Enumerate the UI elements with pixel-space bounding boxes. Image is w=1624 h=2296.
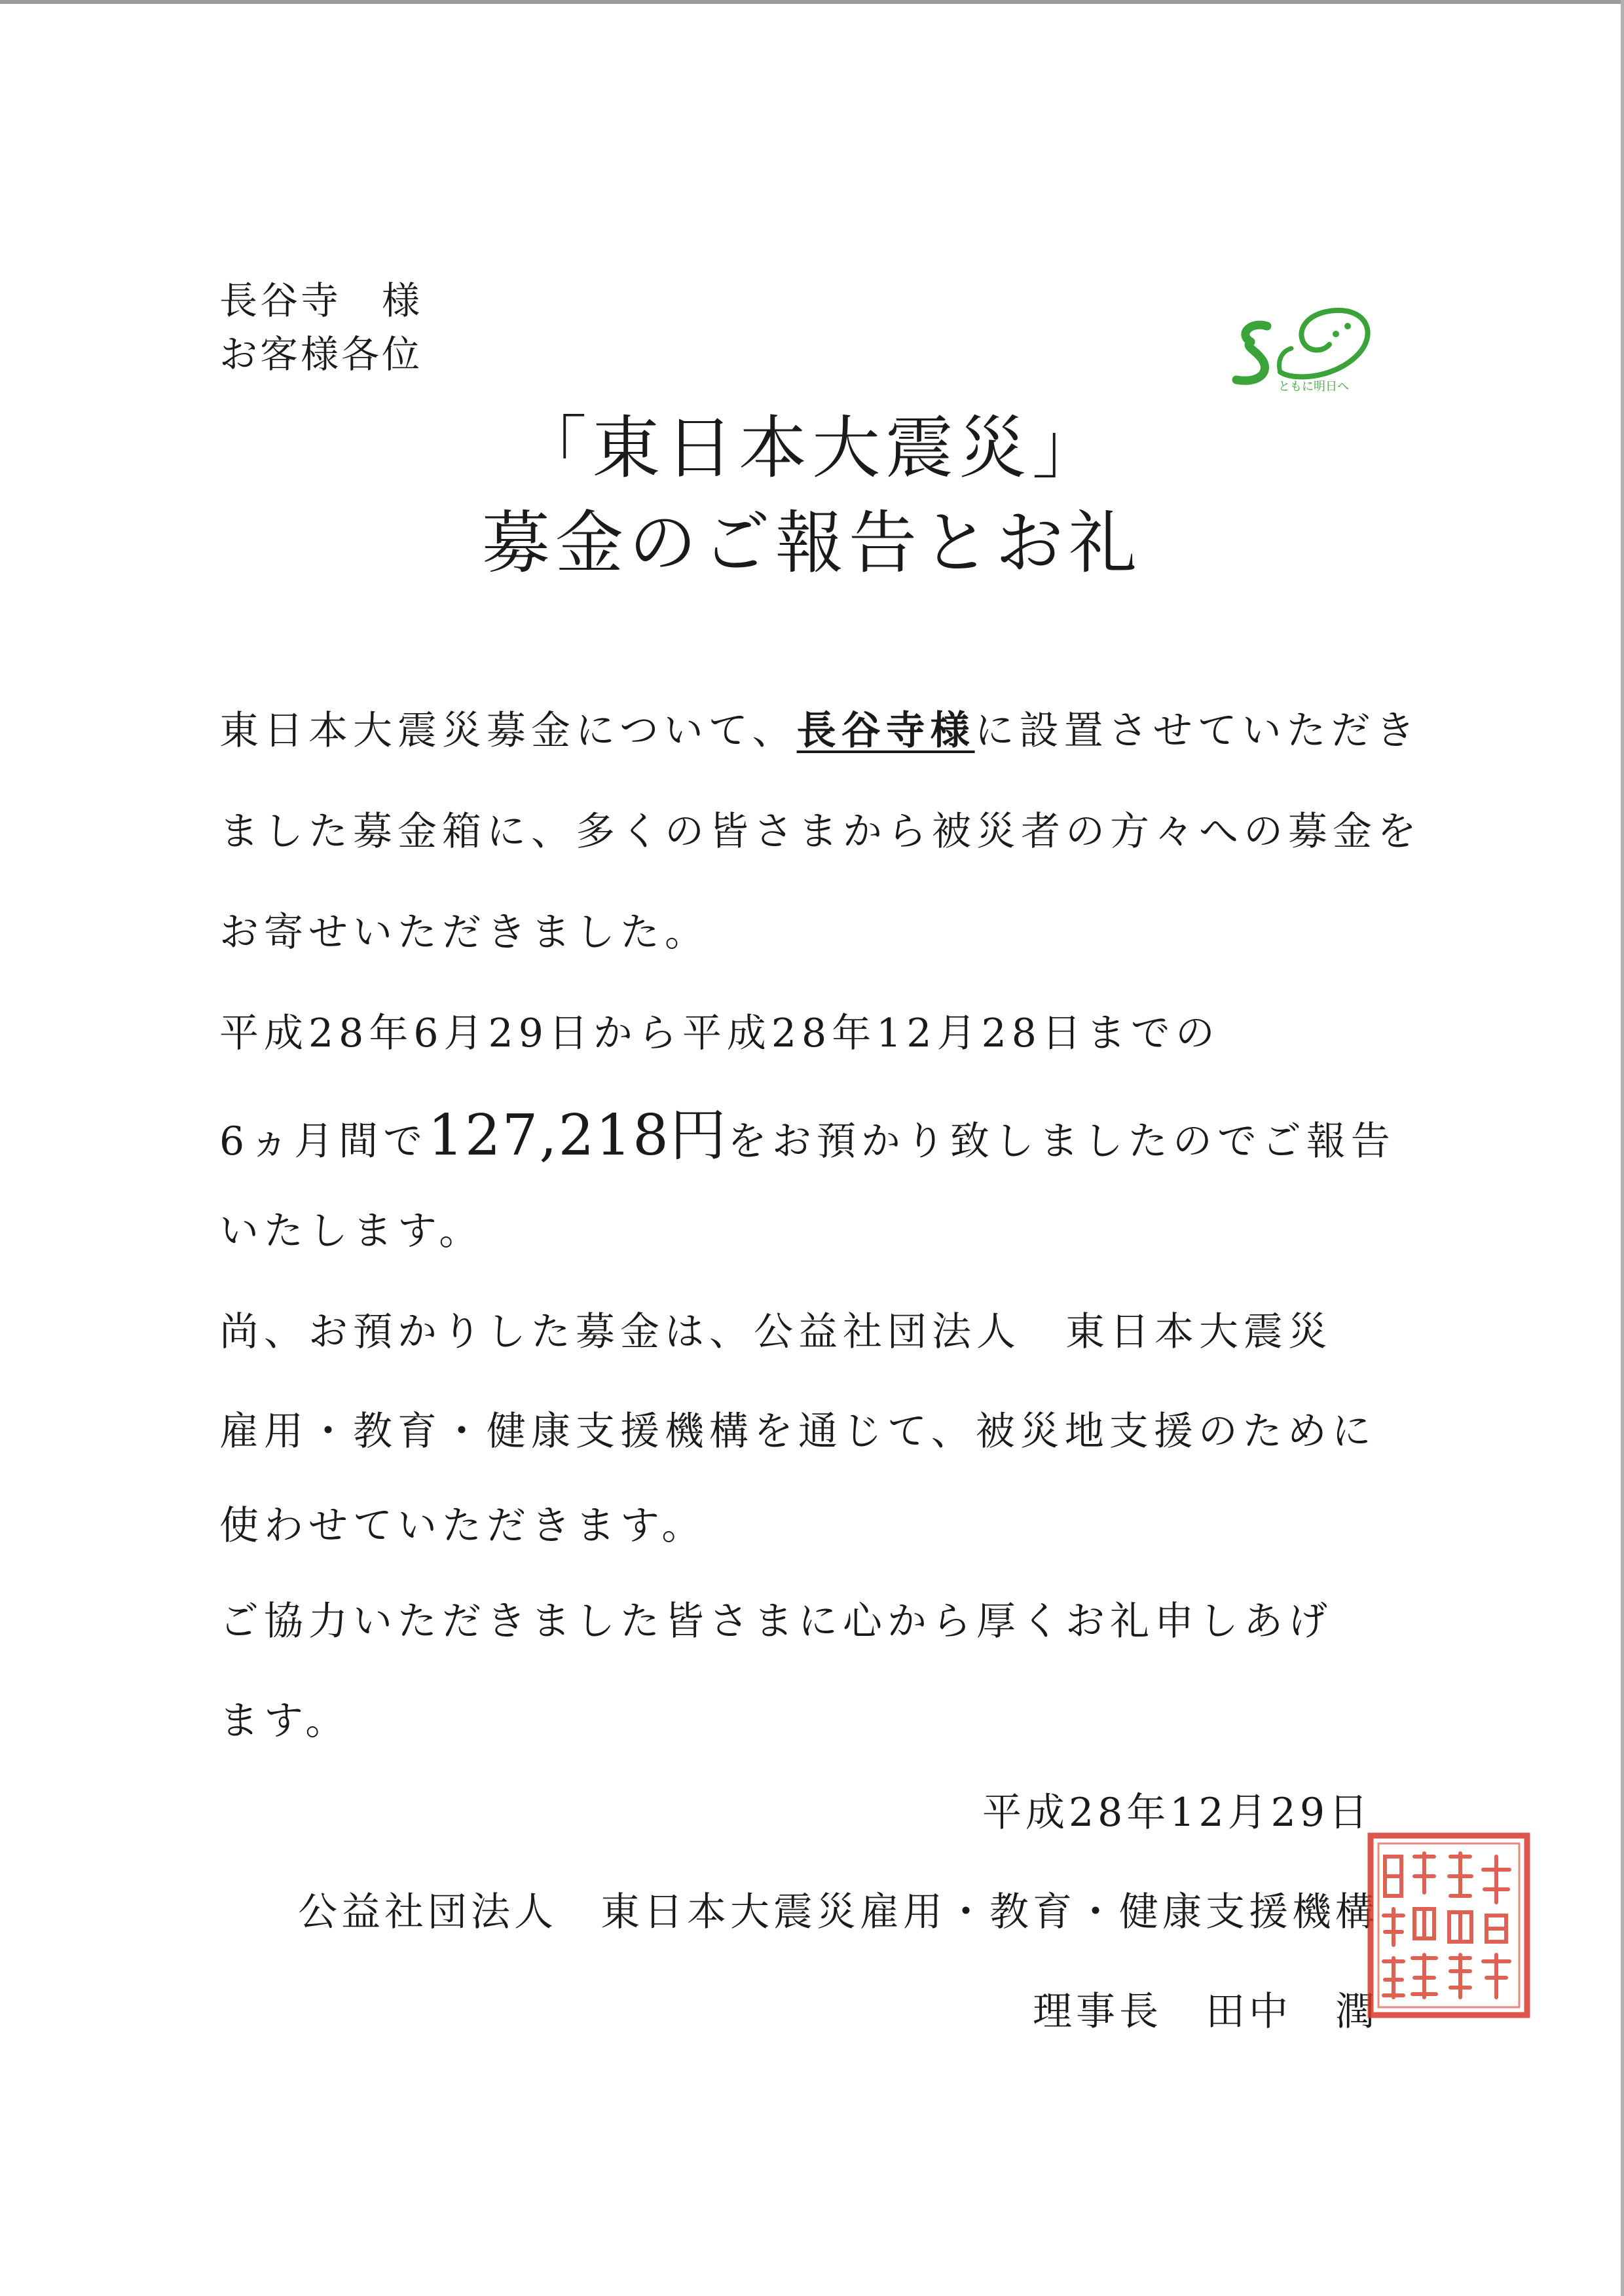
- document-title-line-2: 募金のご報告とお礼: [481, 503, 1142, 583]
- signatory-name: 理事長 田中 潤: [1033, 1989, 1378, 2035]
- body-line: 尚、お預かりした募金は、公益社団法人 東日本大震災: [219, 1309, 1333, 1355]
- body-text: 6ヵ月間で: [219, 1119, 428, 1164]
- addressee-line-1: 長谷寺 様: [219, 278, 423, 323]
- page-edge-top: [0, 0, 1624, 4]
- logo-tagline: ともに明日へ: [1278, 380, 1349, 393]
- official-seal-icon: [1365, 1830, 1532, 2020]
- body-line: ます。: [219, 1698, 350, 1744]
- addressee-block: [219, 274, 422, 381]
- body-line: ご協力いただきました皆さまに心から厚くお礼申しあげ: [219, 1599, 1333, 1644]
- body-text: をお預かり致しましたのでご報告: [727, 1119, 1395, 1164]
- body-line: ました募金箱に、多くの皆さまから被災者の方々への募金を: [219, 809, 1422, 855]
- body-line: いたします。: [219, 1208, 484, 1254]
- body-line: [219, 699, 1420, 756]
- body-text: に設置させていただき: [974, 708, 1420, 754]
- body-line: [219, 1090, 1395, 1171]
- organization-name: 公益社団法人 東日本大震災雇用・教育・健康支援機構: [298, 1889, 1378, 1935]
- body-line: 使わせていただきます。: [219, 1503, 707, 1549]
- donation-amount: 127,218円: [428, 1103, 728, 1168]
- body-text: 東日本大震災募金について、: [219, 708, 797, 754]
- body-line: 平成28年6月29日から平成28年12月28日までの: [219, 1010, 1220, 1056]
- organization-logo-icon: [1231, 301, 1382, 393]
- highlighted-venue-name: 長谷寺様: [796, 708, 975, 754]
- issue-date: 平成28年12月29日: [982, 1790, 1372, 1836]
- addressee-line-2: お客様各位: [219, 332, 423, 377]
- body-line: 雇用・教育・健康支援機構を通じて、被災地支援のために: [219, 1409, 1376, 1454]
- body-line: お寄せいただきました。: [219, 910, 709, 955]
- document-title-line-1: 「東日本大震災」: [518, 408, 1105, 488]
- page-edge-right: [1621, 0, 1624, 2296]
